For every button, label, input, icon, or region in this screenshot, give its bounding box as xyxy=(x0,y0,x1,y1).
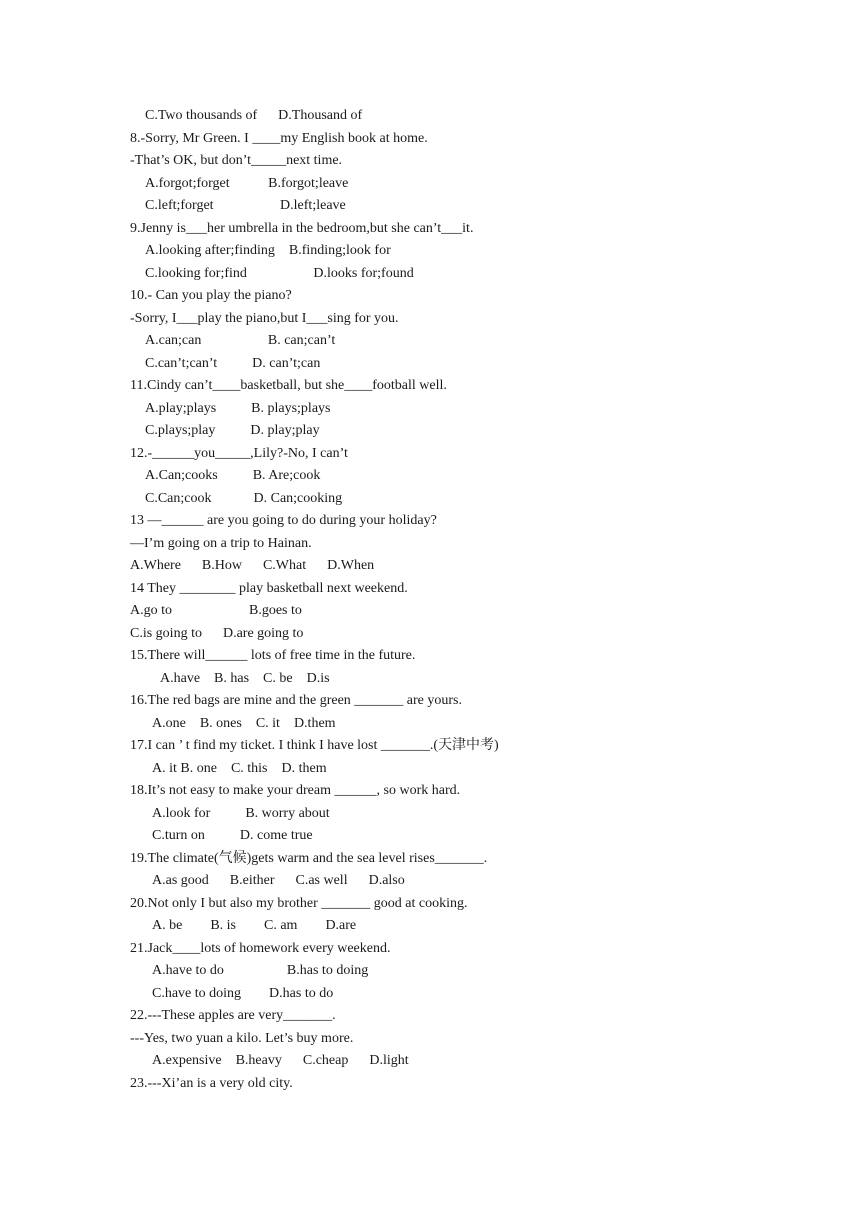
text-line: A.looking after;finding B.finding;look for xyxy=(145,243,391,258)
text-line: A.expensive B.heavy C.cheap D.light xyxy=(152,1053,409,1068)
text-line: C.looking for;find D.looks for;found xyxy=(145,265,414,281)
text-line: C.plays;play D. play;play xyxy=(145,423,320,438)
text-line: A.have to do B.has to doing xyxy=(152,963,369,978)
text-line: 19.The climate(气候)gets warm and the sea level rises_______. xyxy=(130,850,488,866)
text-line: A.look for B. worry about xyxy=(152,805,330,821)
text-line: A.play;plays B. plays;plays xyxy=(145,400,331,416)
text-line: C.Can;cook D. Can;cooking xyxy=(145,490,343,506)
text-line: —I’m going on a trip to Hainan. xyxy=(130,535,312,551)
text-line: -Sorry, I___play the piano,but I___sing for you. xyxy=(130,310,399,326)
text-line: A.as good B.either C.as well D.also xyxy=(152,873,405,888)
text-line: C.have to doing D.has to do xyxy=(152,985,334,1001)
text-line: C.Two thousands of D.Thousand of xyxy=(145,108,363,123)
text-line: A.go to B.goes to xyxy=(130,603,302,618)
text-line: 10.- Can you play the piano? xyxy=(130,288,292,303)
text-line: 9.Jenny is___her umbrella in the bedroom,but she can’t___it. xyxy=(130,220,474,236)
text-line: 12.-______you_____,Lily?-No, I can’t xyxy=(130,445,348,461)
text-line: 23.---Xi’an is a very old city. xyxy=(130,1075,293,1091)
text-line: A.have B. has C. be D.is xyxy=(160,670,330,686)
text-line: ---Yes, two yuan a kilo. Let’s buy more. xyxy=(130,1030,354,1046)
text-line: 11.Cindy can’t____basketball, but she____football well. xyxy=(130,378,447,393)
text-line: C.turn on D. come true xyxy=(152,828,313,843)
text-line: C.left;forget D.left;leave xyxy=(145,198,346,213)
text-line: A. be B. is C. am D.are xyxy=(152,918,357,933)
text-line: 20.Not only I but also my brother _______ good at cooking. xyxy=(130,895,468,911)
text-line: 8.-Sorry, Mr Green. I ____my English book at home. xyxy=(130,130,428,146)
text-line: 14 They ________ play basketball next weekend. xyxy=(130,580,408,596)
text-line: 15.There will______ lots of free time in the future. xyxy=(130,648,416,663)
text-line: A.Where B.How C.What D.When xyxy=(130,558,375,573)
text-line: 18.It’s not easy to make your dream ______, so work hard. xyxy=(130,783,461,798)
text-line: 16.The red bags are mine and the green _______ are yours. xyxy=(130,693,462,708)
question-list xyxy=(130,105,810,1095)
text-line: 21.Jack____lots of homework every weekend. xyxy=(130,940,391,956)
text-line: -That’s OK, but don’t_____next time. xyxy=(130,153,343,168)
text-line: A.Can;cooks B. Are;cook xyxy=(145,468,321,483)
text-line: A.one B. ones C. it D.them xyxy=(152,715,336,731)
text-line: C.can’t;can’t D. can’t;can xyxy=(145,355,321,371)
text-line: 22.---These apples are very_______. xyxy=(130,1008,336,1023)
text-line: A.can;can B. can;can’t xyxy=(145,333,336,348)
text-line: 13 —______ are you going to do during your holiday? xyxy=(130,513,437,528)
text-line: A. it B. one C. this D. them xyxy=(152,760,327,776)
text-line: 17.I can ’ t find my ticket. I think I have lost _______.(天津中考) xyxy=(130,738,499,753)
text-line: C.is going to D.are going to xyxy=(130,625,304,641)
text-line: A.forgot;forget B.forgot;leave xyxy=(145,175,349,191)
